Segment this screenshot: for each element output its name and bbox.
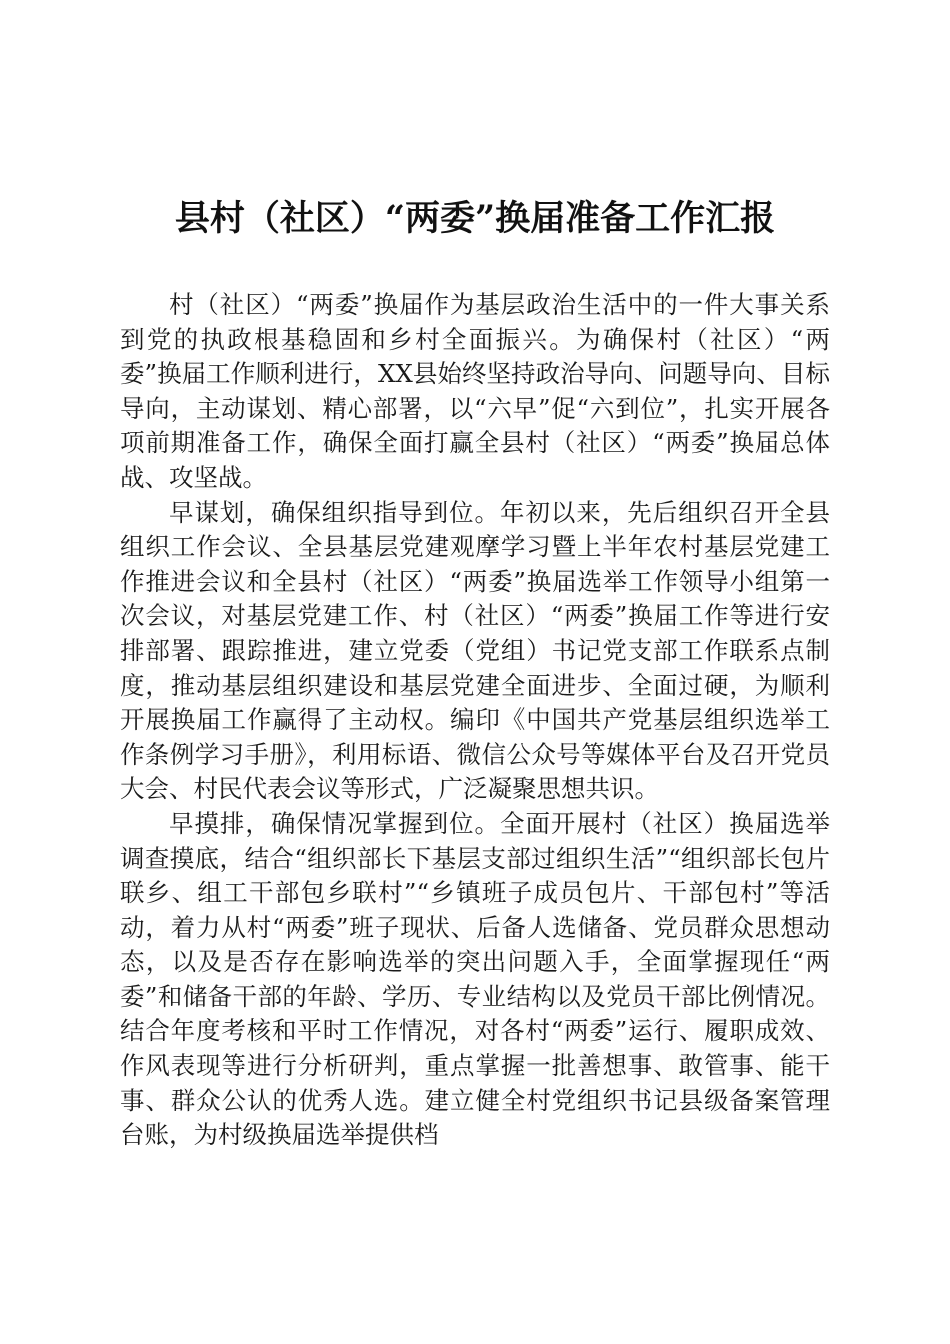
document-body	[120, 288, 830, 1153]
paragraph-early-survey: 早摸排，确保情况掌握到位。全面开展村（社区）换届选举调查摸底，结合“组织部长下基层支部过组织生活”“组织部长包片联乡、组工干部包乡联村”“乡镇班子成员包片、干部包村”等活动，着力从村“两委”班子现状、后备人选储备、党员群众思想动态，以及是否存在影响选举的突出问题入手，全面掌握现任“两委”和储备干部的年龄、学历、专业结构以及党员干部比例情况。结合年度考核和平时工作情况，对各村“两委”运行、履职成效、作风表现等进行分析研判，重点掌握一批善想事、敢管事、能干事、群众公认的优秀人选。建立健全村党组织书记县级备案管理台账，为村级换届选举提供档	[120, 808, 830, 1150]
document-title: 县村（社区）“两委”换届准备工作汇报	[174, 198, 776, 239]
paragraph-intro: 村（社区）“两委”换届作为基层政治生活中的一件大事关系到党的执政根基稳固和乡村全面振兴。为确保村（社区）“两委”换届工作顺利进行，XX县始终坚持政治导向、问题导向、目标导向，主动谋划、精心部署，以“六早”促“六到位”，扎实开展各项前期准备工作，确保全面打赢全县村（社区）“两委”换届总体战、攻坚战。	[120, 290, 830, 492]
paragraph-early-planning: 早谋划，确保组织指导到位。年初以来，先后组织召开全县组织工作会议、全县基层党建观摩学习暨上半年农村基层党建工作推进会议和全县村（社区）“两委”换届选举工作领导小组第一次会议，对基层党建工作、村（社区）“两委”换届工作等进行安排部署、跟踪推进，建立党委（党组）书记党支部工作联系点制度，推动基层组织建设和基层党建全面进步、全面过硬，为顺利开展换届工作赢得了主动权。编印《中国共产党基层组织选举工作条例学习手册》，利用标语、微信公众号等媒体平台及召开党员大会、村民代表会议等形式，广泛凝聚思想共识。	[120, 497, 830, 804]
